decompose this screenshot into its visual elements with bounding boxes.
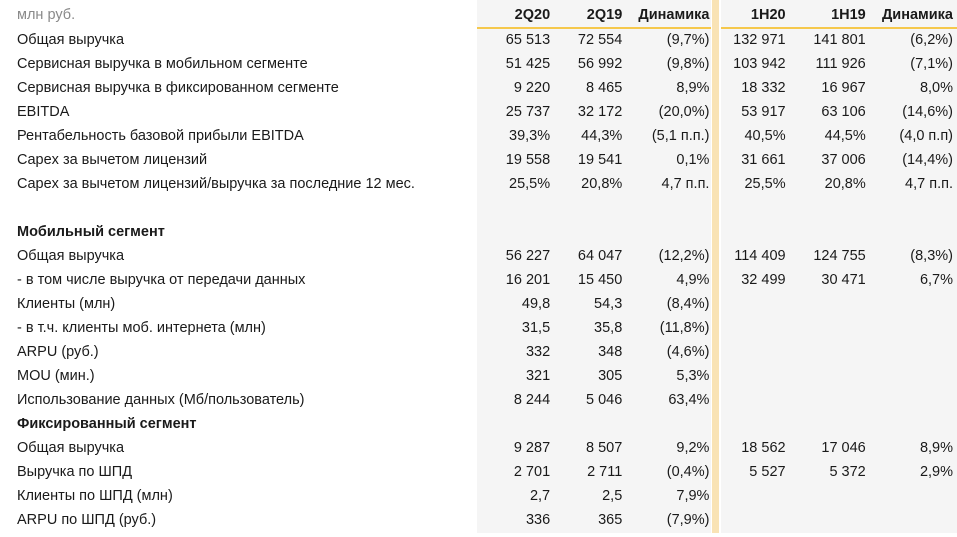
cell-2q19: 54,3 [594, 296, 623, 312]
cell-2q19: 8 507 [585, 440, 623, 456]
spacer-cell [550, 196, 622, 220]
row-label: ARPU (руб.) [17, 344, 99, 360]
cell-2q19: 8 465 [585, 80, 623, 96]
table-row [0, 28, 953, 52]
header-2q20: 2Q20 [514, 7, 551, 23]
cell-dynamics-halfyear: (8,3%) [910, 248, 953, 264]
cell-gap [711, 76, 723, 100]
row-label: ARPU по ШПД (руб.) [17, 512, 157, 528]
row-label: Сервисная выручка в мобильном сегменте [17, 56, 308, 72]
section-empty-cell [723, 220, 785, 244]
cell-gap [711, 292, 723, 316]
cell-2q20: 39,3% [509, 128, 551, 144]
cell-dynamics-quarter: (20,0%) [658, 104, 710, 120]
cell-dynamics-quarter: 7,9% [676, 488, 710, 504]
section-empty-cell [723, 412, 785, 436]
row-label: Клиенты (млн) [17, 296, 116, 312]
cell-1h20: 132 971 [733, 32, 786, 48]
section-empty-cell [478, 220, 550, 244]
cell-2q20: 16 201 [505, 272, 551, 288]
cell-1h19: 63 106 [821, 104, 866, 120]
section-empty-cell [786, 220, 866, 244]
cell-gap [711, 172, 723, 196]
cell-1h19 [786, 340, 866, 364]
table-row [0, 268, 953, 292]
cell-1h20 [723, 484, 785, 508]
cell-2q20: 19 558 [505, 152, 551, 168]
cell-2q19: 15 450 [577, 272, 623, 288]
cell-1h19 [786, 316, 866, 340]
cell-dynamics-quarter: (9,7%) [666, 32, 710, 48]
cell-2q20: 65 513 [505, 32, 551, 48]
cell-1h20: 53 917 [741, 104, 786, 120]
cell-dynamics-quarter: 9,2% [676, 440, 710, 456]
header-dynamics-quarter: Динамика [638, 7, 710, 23]
cell-1h19: 44,5% [824, 128, 866, 144]
table-row [0, 148, 953, 172]
cell-1h19: 124 755 [813, 248, 866, 264]
unit-label: млн руб. [17, 7, 76, 23]
cell-dynamics-halfyear: 4,7 п.п. [905, 176, 953, 192]
cell-gap [711, 316, 723, 340]
header-dynamics-halfyear: Динамика [881, 7, 953, 23]
cell-1h19: 30 471 [821, 272, 866, 288]
header-1h19: 1H19 [831, 7, 866, 23]
cell-dynamics-quarter: (4,6%) [666, 344, 710, 360]
section-empty-cell [550, 412, 622, 436]
cell-dynamics-halfyear: 8,9% [919, 440, 953, 456]
table-row [0, 52, 953, 76]
section-empty-cell [622, 220, 711, 244]
spacer-cell [478, 196, 550, 220]
cell-1h20: 25,5% [744, 176, 786, 192]
cell-2q19: 19 541 [577, 152, 623, 168]
cell-gap [711, 364, 723, 388]
cell-dynamics-halfyear: 2,9% [919, 464, 953, 480]
cell-2q19: 64 047 [577, 248, 623, 264]
cell-2q19: 35,8 [594, 320, 623, 336]
cell-gap [711, 100, 723, 124]
cell-2q19: 32 172 [577, 104, 623, 120]
cell-gap [711, 268, 723, 292]
cell-2q20: 2 701 [513, 464, 551, 480]
cell-2q20: 8 244 [513, 392, 551, 408]
cell-2q20: 25 737 [505, 104, 551, 120]
cell-dynamics-halfyear: 8,0% [919, 80, 953, 96]
cell-2q19: 2,5 [602, 488, 623, 504]
cell-2q20: 336 [525, 512, 551, 528]
spacer-cell [622, 196, 711, 220]
cell-1h19: 111 926 [815, 56, 866, 72]
cell-1h19: 37 006 [821, 152, 866, 168]
cell-dynamics-quarter: 4,9% [676, 272, 710, 288]
cell-2q19: 56 992 [577, 56, 623, 72]
cell-gap [711, 484, 723, 508]
spacer-cell [0, 196, 478, 220]
cell-1h19 [786, 508, 866, 532]
row-label: Клиенты по ШПД (млн) [17, 488, 173, 504]
table-row [0, 508, 953, 532]
cell-1h20: 114 409 [734, 248, 786, 264]
cell-1h19: 141 801 [813, 32, 866, 48]
section-title: Мобильный сегмент [17, 224, 165, 240]
cell-1h20: 40,5% [744, 128, 786, 144]
cell-dynamics-halfyear: (4,0 п.п) [899, 128, 953, 144]
cell-1h19: 17 046 [821, 440, 866, 456]
cell-2q19: 2 711 [587, 464, 623, 480]
cell-2q20: 9 287 [513, 440, 551, 456]
spacer-row [0, 196, 953, 220]
cell-dynamics-halfyear [866, 508, 953, 532]
cell-dynamics-halfyear [866, 292, 953, 316]
cell-2q19: 44,3% [581, 128, 623, 144]
row-label: Использование данных (Мб/пользователь) [17, 392, 305, 408]
table-header-row [0, 2, 953, 28]
cell-dynamics-quarter: (7,9%) [666, 512, 710, 528]
cell-2q19: 20,8% [581, 176, 623, 192]
table-row [0, 172, 953, 196]
cell-1h19 [786, 292, 866, 316]
cell-dynamics-quarter: (11,8%) [659, 320, 710, 336]
section-empty-cell [711, 220, 723, 244]
cell-gap [711, 460, 723, 484]
cell-dynamics-halfyear [866, 340, 953, 364]
cell-2q20: 51 425 [505, 56, 551, 72]
financial-results-table [0, 2, 953, 532]
cell-1h19 [786, 364, 866, 388]
cell-dynamics-halfyear: (14,4%) [902, 152, 953, 168]
cell-dynamics-quarter: (0,4%) [666, 464, 710, 480]
cell-dynamics-quarter: 4,7 п.п. [661, 176, 710, 192]
cell-1h20: 18 332 [741, 80, 786, 96]
cell-dynamics-quarter: 5,3% [676, 368, 710, 384]
cell-gap [711, 340, 723, 364]
row-label: Рентабельность базовой прибыли EBITDA [17, 128, 304, 144]
section-header-row [0, 220, 953, 244]
row-label: Capex за вычетом лицензий/выручка за последние 12 мес. [17, 176, 415, 192]
row-label: - в т.ч. клиенты моб. интернета (млн) [17, 320, 266, 336]
row-label: EBITDA [17, 104, 70, 120]
row-label: Capex за вычетом лицензий [17, 152, 208, 168]
table-row [0, 388, 953, 412]
table-row [0, 316, 953, 340]
cell-dynamics-quarter: (5,1 п.п.) [651, 128, 710, 144]
cell-1h20 [723, 364, 785, 388]
section-empty-cell [478, 412, 550, 436]
section-empty-cell [866, 412, 953, 436]
table-row [0, 364, 953, 388]
cell-dynamics-quarter: 0,1% [676, 152, 710, 168]
cell-1h20: 5 527 [749, 464, 786, 480]
cell-dynamics-halfyear: 6,7% [919, 272, 953, 288]
cell-1h20 [723, 340, 785, 364]
row-label: Общая выручка [17, 32, 125, 48]
section-title: Фиксированный сегмент [17, 416, 197, 432]
spacer-cell [786, 196, 866, 220]
spacer-cell [723, 196, 785, 220]
spacer-cell [711, 196, 723, 220]
header-gap [711, 2, 723, 28]
table-row [0, 76, 953, 100]
cell-dynamics-quarter: (12,2%) [658, 248, 710, 264]
table-row [0, 100, 953, 124]
row-label: Выручка по ШПД [17, 464, 133, 480]
section-empty-cell [711, 412, 723, 436]
cell-1h20 [723, 388, 785, 412]
cell-gap [711, 148, 723, 172]
cell-dynamics-quarter: 8,9% [676, 80, 710, 96]
cell-gap [711, 124, 723, 148]
spacer-cell [866, 196, 953, 220]
cell-1h19: 20,8% [824, 176, 866, 192]
section-empty-cell [550, 220, 622, 244]
cell-1h20: 32 499 [741, 272, 786, 288]
cell-2q20: 2,7 [529, 488, 551, 504]
cell-2q19: 365 [598, 512, 623, 528]
cell-dynamics-halfyear: (14,6%) [902, 104, 953, 120]
cell-1h20: 103 942 [733, 56, 786, 72]
row-label: Общая выручка [17, 248, 125, 264]
cell-gap [711, 388, 723, 412]
header-1h20: 1H20 [750, 7, 786, 23]
cell-1h19 [786, 484, 866, 508]
cell-1h20: 18 562 [741, 440, 786, 456]
cell-2q20: 332 [525, 344, 551, 360]
cell-2q20: 49,8 [521, 296, 551, 312]
cell-gap [711, 244, 723, 268]
cell-1h20 [723, 508, 785, 532]
cell-gap [711, 52, 723, 76]
cell-dynamics-halfyear: (7,1%) [910, 56, 953, 72]
section-header-row [0, 412, 953, 436]
cell-dynamics-quarter: (9,8%) [666, 56, 710, 72]
cell-dynamics-quarter: 63,4% [668, 392, 710, 408]
row-label: - в том числе выручка от передачи данных [17, 272, 306, 288]
cell-dynamics-halfyear [866, 364, 953, 388]
cell-1h19 [786, 388, 866, 412]
table-row [0, 484, 953, 508]
row-label: MOU (мин.) [17, 368, 95, 384]
cell-2q19: 5 046 [585, 392, 623, 408]
cell-gap [711, 508, 723, 532]
cell-2q20: 9 220 [513, 80, 551, 96]
cell-dynamics-halfyear: (6,2%) [910, 32, 953, 48]
section-empty-cell [786, 412, 866, 436]
table-row [0, 292, 953, 316]
cell-2q19: 348 [598, 344, 623, 360]
table-body [0, 28, 953, 532]
cell-2q20: 56 227 [505, 248, 551, 264]
cell-dynamics-quarter: (8,4%) [666, 296, 710, 312]
row-label: Общая выручка [17, 440, 125, 456]
cell-2q20: 321 [525, 368, 551, 384]
cell-2q20: 25,5% [509, 176, 551, 192]
cell-gap [711, 436, 723, 460]
table-row [0, 124, 953, 148]
cell-2q19: 72 554 [577, 32, 623, 48]
table-row [0, 436, 953, 460]
cell-dynamics-halfyear [866, 388, 953, 412]
header-2q19: 2Q19 [586, 7, 623, 23]
cell-1h20 [723, 292, 785, 316]
cell-1h19: 16 967 [821, 80, 866, 96]
table-row [0, 340, 953, 364]
row-label: Сервисная выручка в фиксированном сегменте [17, 80, 339, 96]
table-row [0, 460, 953, 484]
cell-1h20: 31 661 [741, 152, 786, 168]
cell-1h20 [723, 316, 785, 340]
cell-1h19: 5 372 [829, 464, 866, 480]
section-empty-cell [866, 220, 953, 244]
cell-dynamics-halfyear [866, 484, 953, 508]
cell-dynamics-halfyear [866, 316, 953, 340]
section-empty-cell [622, 412, 711, 436]
cell-2q20: 31,5 [521, 320, 551, 336]
cell-2q19: 305 [598, 368, 623, 384]
table-row [0, 244, 953, 268]
cell-gap [711, 28, 723, 52]
